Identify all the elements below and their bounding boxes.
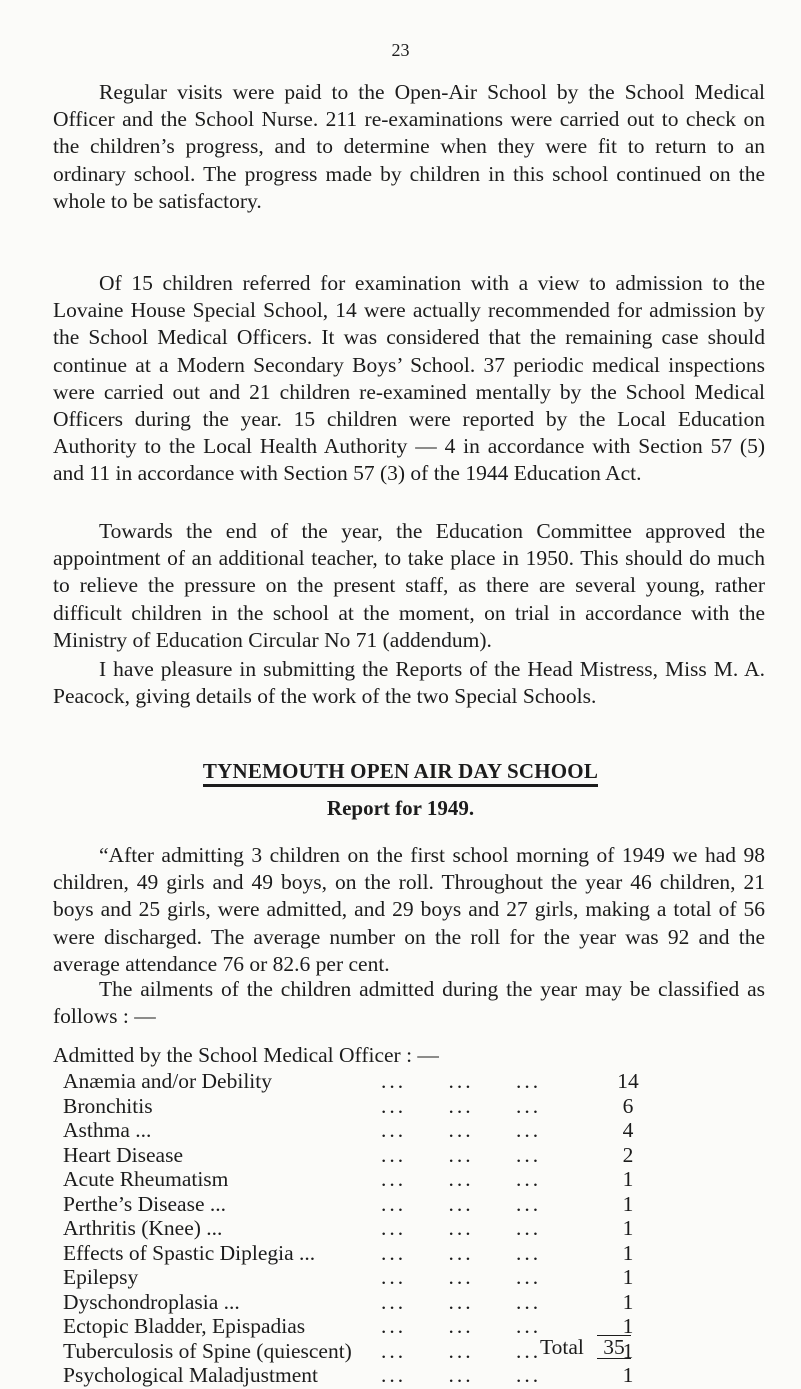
- ailment-count: 1: [622, 1191, 634, 1216]
- list-item: [63, 1290, 663, 1315]
- ailment-name: Bronchitis: [63, 1093, 153, 1118]
- leader-dots: ... ... ...: [381, 1216, 542, 1240]
- ailment-name: Arthritis (Knee) ...: [63, 1216, 223, 1240]
- ailment-name: Acute Rheumatism: [63, 1167, 229, 1191]
- list-item: [63, 1192, 663, 1217]
- list-item: [63, 1363, 663, 1388]
- ailment-name: Perthe’s Disease ...: [63, 1191, 227, 1216]
- ailment-name: Anæmia and/or Debility: [63, 1069, 272, 1093]
- ailment-count: 1: [622, 1314, 634, 1338]
- ailment-name: Epilepsy: [63, 1265, 139, 1289]
- list-item: [63, 1216, 663, 1241]
- ailment-count: 1: [622, 1216, 634, 1240]
- total-value: 35: [597, 1335, 631, 1359]
- list-item: [63, 1094, 663, 1119]
- leader-dots: ... ... ...: [381, 1167, 542, 1191]
- list-item: [63, 1118, 663, 1143]
- page-number: 23: [391, 40, 410, 60]
- ailment-name: Asthma ...: [63, 1118, 152, 1142]
- list-item: [63, 1143, 663, 1168]
- paragraph-open-air-visits: Regular visits were paid to the Open-Air School by the School Medical Officer and the School Nurse. 211 re-examinations were carried out to check on the children’s progress, and to determine when they were fit to return to an ordinary school. The progress made by children in this school continued on the whole to be satisfactory.: [53, 80, 765, 213]
- paragraph-lovaine-house: Of 15 children referred for examination with a view to admission to the Lovaine House Special School, 14 were actually recommended for admission by the School Medical Officers. It was considered that the remaining case should continue at a Modern Secondary Boys’ School. 37 periodic medical inspections were carried out and 21 children re-examined mentally by the School Medical Officers during the year. 15 children were reported by the Local Education Authority to the Local Health Authority — 4 in accordance with Section 57 (5) and 11 in accordance with Section 57 (3) of the 1944 Education Act.: [53, 271, 765, 486]
- ailment-name: Tuberculosis of Spine (quiescent): [63, 1338, 352, 1363]
- leader-dots: ... ... ...: [381, 1118, 542, 1142]
- paragraph-ailments-intro: The ailments of the children admitted during the year may be classified as follows : —: [53, 977, 765, 1029]
- list-item: [63, 1167, 663, 1192]
- leader-dots: ... ... ...: [381, 1069, 542, 1093]
- list-item: [63, 1069, 663, 1094]
- ailment-name: Psychological Maladjustment: [63, 1363, 318, 1387]
- leader-dots: ... ... ...: [381, 1142, 542, 1167]
- leader-dots: ... ... ...: [381, 1240, 542, 1265]
- ailment-name: Dyschondroplasia ...: [63, 1289, 240, 1314]
- ailment-count: 2: [622, 1142, 634, 1167]
- leader-dots: ... ... ...: [381, 1265, 542, 1289]
- leader-dots: ... ... ...: [381, 1093, 542, 1118]
- ailment-count: 4: [622, 1118, 634, 1142]
- total-label: Total: [540, 1335, 584, 1359]
- leader-dots: ... ... ...: [381, 1363, 542, 1387]
- paragraph-additional-teacher: Towards the end of the year, the Education Committee approved the appointment of an additional teacher, to take place in 1950. This should do much to relieve the pressure on the present staff, as there are several young, rather difficult children in the school at the moment, on trial in accordance with the Ministry of Education Circular No 71 (addendum).: [53, 519, 765, 652]
- admitted-heading: Admitted by the School Medical Officer : —: [53, 1043, 439, 1067]
- ailment-count: 1: [622, 1363, 634, 1387]
- ailment-count: 1: [622, 1240, 634, 1265]
- paragraph-head-mistress-reports: I have pleasure in submitting the Reports of the Head Mistress, Miss M. A. Peacock, giving details of the work of the two Special Schools.: [53, 657, 765, 709]
- leader-dots: ... ... ...: [381, 1191, 542, 1216]
- ailment-count: 1: [622, 1338, 634, 1363]
- report-subtitle: Report for 1949.: [326, 796, 475, 820]
- section-title: TYNEMOUTH OPEN AIR DAY SCHOOL: [0, 759, 801, 784]
- paragraph-admissions-summary: “After admitting 3 children on the first school morning of 1949 we had 98 children, 49 girls and 49 boys, on the roll. Throughout the year 46 children, 21 boys and 25 girls, were admitted, and 29 boys and 27 girls, making a total of 56 were discharged. The average number on the roll for the year was 92 and the average attendance 76 or 82.6 per cent.: [53, 843, 765, 976]
- total-row: [540, 1335, 631, 1360]
- ailment-name: Ectopic Bladder, Epispadias: [63, 1314, 306, 1338]
- list-item: [63, 1265, 663, 1290]
- list-item: [63, 1241, 663, 1266]
- leader-dots: ... ... ...: [381, 1289, 542, 1314]
- ailment-count: 1: [622, 1167, 634, 1191]
- ailment-count: 14: [617, 1069, 639, 1093]
- ailment-name: Effects of Spastic Diplegia ...: [63, 1240, 316, 1265]
- ailment-count: 6: [622, 1093, 634, 1118]
- leader-dots: ... ... ...: [381, 1338, 542, 1363]
- leader-dots: ... ... ...: [381, 1314, 542, 1338]
- ailment-name: Heart Disease: [63, 1142, 183, 1167]
- ailment-count: 1: [622, 1265, 634, 1289]
- ailment-count: 1: [622, 1289, 634, 1314]
